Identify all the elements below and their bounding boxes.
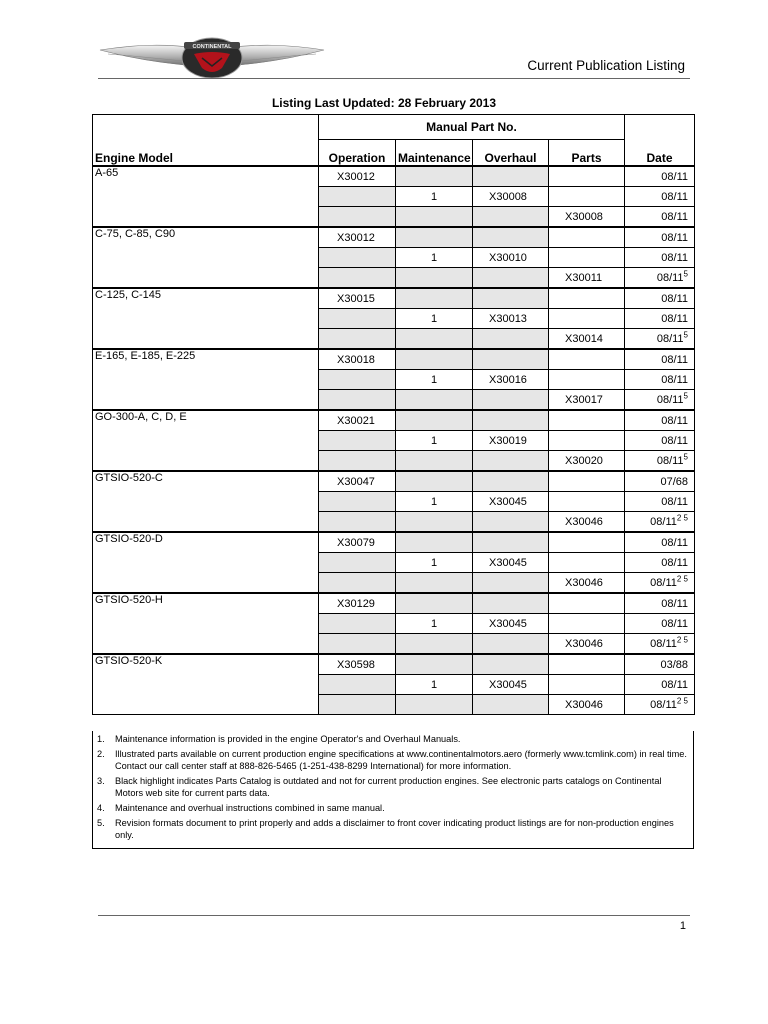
parts-cell	[549, 675, 625, 695]
overhaul-cell	[473, 268, 549, 289]
parts-cell	[549, 410, 625, 431]
footnote-ref: 2 5	[676, 634, 688, 644]
operation-cell	[319, 634, 396, 655]
overhaul-cell	[473, 227, 549, 248]
date-value: 08/11	[661, 414, 688, 427]
overhaul-cell: X30008	[473, 187, 549, 207]
date-cell	[625, 390, 695, 411]
parts-cell: X30046	[549, 634, 625, 655]
parts-cell	[549, 166, 625, 187]
overhaul-cell	[473, 695, 549, 715]
maintenance-cell	[396, 329, 473, 350]
maintenance-cell: 1	[396, 309, 473, 329]
parts-cell	[549, 492, 625, 512]
date-value: 08/11	[661, 373, 688, 386]
col-engine-model: Engine Model	[93, 140, 319, 167]
parts-cell: X30046	[549, 695, 625, 715]
date-value: 08/11	[661, 251, 688, 264]
date-value: 08/11	[650, 637, 677, 650]
table-row	[93, 166, 695, 187]
engine-model-cell: E-165, E-185, E-225	[93, 349, 319, 410]
date-value: 08/11	[661, 231, 688, 244]
parts-cell	[549, 593, 625, 614]
operation-cell	[319, 370, 396, 390]
date-cell	[625, 268, 695, 289]
parts-cell: X30017	[549, 390, 625, 411]
maintenance-cell	[396, 573, 473, 594]
overhaul-cell	[473, 349, 549, 370]
maintenance-cell	[396, 634, 473, 655]
date-value: 08/11	[656, 454, 684, 467]
date-cell	[625, 471, 695, 492]
date-value: 08/11	[661, 434, 688, 447]
footnote: 1. Maintenance information is provided in the engine Operator's and Overhaul Manuals.	[97, 734, 461, 744]
overhaul-cell	[473, 288, 549, 309]
parts-cell: X30014	[549, 329, 625, 350]
col-date: Date	[625, 140, 695, 167]
maintenance-cell: 1	[396, 431, 473, 451]
overhaul-cell	[473, 532, 549, 553]
parts-cell: X30046	[549, 573, 625, 594]
engine-model-cell: GTSIO-520-D	[93, 532, 319, 593]
date-value: 08/11	[661, 312, 688, 325]
table-row	[93, 288, 695, 309]
date-cell	[625, 614, 695, 634]
parts-cell	[549, 187, 625, 207]
operation-cell	[319, 187, 396, 207]
engine-model-cell: GTSIO-520-K	[93, 654, 319, 715]
date-cell	[625, 370, 695, 390]
date-value: 08/11	[661, 536, 688, 549]
date-cell	[625, 187, 695, 207]
operation-cell	[319, 614, 396, 634]
parts-cell: X30020	[549, 451, 625, 472]
maintenance-cell: 1	[396, 675, 473, 695]
table-row	[93, 349, 695, 370]
maintenance-cell	[396, 451, 473, 472]
overhaul-cell: X30010	[473, 248, 549, 268]
date-cell	[625, 634, 695, 655]
operation-cell	[319, 675, 396, 695]
operation-cell: X30012	[319, 227, 396, 248]
table-row	[93, 471, 695, 492]
maintenance-cell	[396, 512, 473, 533]
date-value: 08/11	[661, 292, 688, 305]
overhaul-cell	[473, 573, 549, 594]
maintenance-cell	[396, 227, 473, 248]
date-cell	[625, 227, 695, 248]
date-value: 08/11	[661, 353, 688, 366]
publication-table	[92, 114, 695, 715]
parts-cell: X30046	[549, 512, 625, 533]
parts-cell	[549, 370, 625, 390]
parts-cell: X30011	[549, 268, 625, 289]
table-row	[93, 227, 695, 248]
operation-cell	[319, 492, 396, 512]
parts-cell	[549, 532, 625, 553]
maintenance-cell	[396, 390, 473, 411]
footer-divider	[98, 915, 690, 916]
date-cell	[625, 492, 695, 512]
maintenance-cell: 1	[396, 614, 473, 634]
parts-cell	[549, 471, 625, 492]
parts-cell	[549, 309, 625, 329]
maintenance-cell	[396, 471, 473, 492]
date-value: 08/11	[656, 332, 684, 345]
date-value: 03/88	[660, 658, 688, 671]
overhaul-cell: X30045	[473, 553, 549, 573]
footnote: 5. Revision formats document to print properly and adds a disclaimer to front cover indicating product listings are for non-production engines only.	[97, 818, 674, 840]
date-value: 08/11	[661, 597, 688, 610]
maintenance-cell: 1	[396, 187, 473, 207]
date-value: 08/11	[661, 617, 688, 630]
maintenance-cell	[396, 207, 473, 228]
date-cell	[625, 248, 695, 268]
maintenance-cell	[396, 166, 473, 187]
date-cell	[625, 553, 695, 573]
date-cell	[625, 573, 695, 594]
overhaul-cell	[473, 390, 549, 411]
date-cell	[625, 329, 695, 350]
date-cell	[625, 695, 695, 715]
date-value: 08/11	[650, 515, 677, 528]
operation-cell: X30015	[319, 288, 396, 309]
page-number: 1	[679, 920, 686, 932]
parts-cell	[549, 553, 625, 573]
parts-cell	[549, 654, 625, 675]
date-value: 08/11	[661, 678, 688, 691]
parts-cell	[549, 349, 625, 370]
header-title: Current Publication Listing	[527, 58, 685, 73]
date-value: 08/11	[656, 271, 684, 284]
parts-cell	[549, 248, 625, 268]
date-value: 08/11	[661, 190, 688, 203]
operation-cell	[319, 695, 396, 715]
overhaul-cell	[473, 166, 549, 187]
overhaul-cell	[473, 410, 549, 431]
operation-cell	[319, 268, 396, 289]
date-cell	[625, 532, 695, 553]
operation-cell	[319, 207, 396, 228]
operation-cell: X30012	[319, 166, 396, 187]
parts-cell	[549, 227, 625, 248]
table-row	[93, 410, 695, 431]
date-value: 08/11	[650, 576, 677, 589]
maintenance-cell	[396, 593, 473, 614]
continental-logo	[98, 36, 326, 80]
col-maintenance: Maintenance	[396, 140, 473, 167]
parts-cell	[549, 614, 625, 634]
overhaul-cell: X30016	[473, 370, 549, 390]
footnote-ref: 5	[683, 329, 688, 339]
maintenance-cell	[396, 695, 473, 715]
operation-cell	[319, 512, 396, 533]
engine-model-cell: C-75, C-85, C90	[93, 227, 319, 288]
date-cell	[625, 512, 695, 533]
operation-cell	[319, 248, 396, 268]
logo-text: CONTINENTAL	[192, 44, 232, 50]
maintenance-cell	[396, 410, 473, 431]
maintenance-cell: 1	[396, 370, 473, 390]
maintenance-cell: 1	[396, 248, 473, 268]
date-cell	[625, 288, 695, 309]
maintenance-cell	[396, 268, 473, 289]
operation-cell	[319, 329, 396, 350]
header-spacer	[93, 115, 319, 140]
overhaul-cell	[473, 634, 549, 655]
col-overhaul: Overhaul	[473, 140, 549, 167]
overhaul-cell: X30019	[473, 431, 549, 451]
date-value: 08/11	[656, 393, 684, 406]
date-cell	[625, 349, 695, 370]
footnote: 3. Black highlight indicates Parts Catalog is outdated and not for current production engines. See electronic parts catalogs on Continental Motors web site for current parts data.	[97, 776, 662, 798]
operation-cell	[319, 451, 396, 472]
overhaul-cell: X30045	[473, 492, 549, 512]
footnote: 4. Maintenance and overhual instructions combined in same manual.	[97, 803, 385, 813]
maintenance-cell	[396, 654, 473, 675]
date-value: 08/11	[661, 210, 688, 223]
overhaul-cell	[473, 329, 549, 350]
listing-updated: Listing Last Updated: 28 February 2013	[271, 96, 497, 110]
maintenance-cell	[396, 532, 473, 553]
date-cell	[625, 451, 695, 472]
date-cell	[625, 431, 695, 451]
operation-cell	[319, 431, 396, 451]
footnote-ref: 2 5	[676, 573, 688, 583]
date-value: 07/68	[660, 475, 688, 488]
col-operation: Operation	[319, 140, 396, 167]
manual-part-no-header: Manual Part No.	[319, 115, 625, 140]
overhaul-cell: X30045	[473, 675, 549, 695]
overhaul-cell	[473, 207, 549, 228]
col-parts: Parts	[549, 140, 625, 167]
overhaul-cell	[473, 451, 549, 472]
operation-cell: X30047	[319, 471, 396, 492]
date-value: 08/11	[650, 698, 677, 711]
maintenance-cell	[396, 349, 473, 370]
parts-cell	[549, 288, 625, 309]
operation-cell: X30018	[319, 349, 396, 370]
operation-cell	[319, 553, 396, 573]
engine-model-cell: GTSIO-520-H	[93, 593, 319, 654]
overhaul-cell: X30045	[473, 614, 549, 634]
operation-cell: X30129	[319, 593, 396, 614]
engine-model-cell: A-65	[93, 166, 319, 227]
date-cell	[625, 309, 695, 329]
operation-cell: X30598	[319, 654, 396, 675]
footnotes	[92, 731, 694, 849]
date-cell	[625, 593, 695, 614]
operation-cell: X30079	[319, 532, 396, 553]
date-cell	[625, 675, 695, 695]
footnote-ref: 5	[683, 268, 688, 278]
table-row	[93, 654, 695, 675]
engine-model-cell: GO-300-A, C, D, E	[93, 410, 319, 471]
date-value: 08/11	[661, 556, 688, 569]
maintenance-cell: 1	[396, 553, 473, 573]
footnote: 2. Illustrated parts available on current production engine specifications at www.continentalmotors.aero (formerly www.tcmlink.com) in real time. Contact our call center staff at 888-826-5465 (1-251-438-8299 International) for more information.	[97, 749, 687, 771]
footnote-ref: 5	[683, 451, 688, 461]
date-value: 08/11	[661, 170, 688, 183]
footnote-ref: 2 5	[676, 512, 688, 522]
date-cell	[625, 654, 695, 675]
overhaul-cell: X30013	[473, 309, 549, 329]
overhaul-cell	[473, 654, 549, 675]
engine-model-cell: GTSIO-520-C	[93, 471, 319, 532]
operation-cell: X30021	[319, 410, 396, 431]
date-value: 08/11	[661, 495, 688, 508]
table-row	[93, 532, 695, 553]
footnote-ref: 2 5	[676, 695, 688, 705]
overhaul-cell	[473, 512, 549, 533]
header-divider	[98, 78, 690, 79]
table-row	[93, 593, 695, 614]
maintenance-cell: 1	[396, 492, 473, 512]
operation-cell	[319, 390, 396, 411]
parts-cell	[549, 431, 625, 451]
operation-cell	[319, 309, 396, 329]
operation-cell	[319, 573, 396, 594]
date-cell	[625, 166, 695, 187]
parts-cell: X30008	[549, 207, 625, 228]
overhaul-cell	[473, 593, 549, 614]
engine-model-cell: C-125, C-145	[93, 288, 319, 349]
maintenance-cell	[396, 288, 473, 309]
footnote-ref: 5	[683, 390, 688, 400]
date-cell	[625, 410, 695, 431]
overhaul-cell	[473, 471, 549, 492]
date-cell	[625, 207, 695, 228]
